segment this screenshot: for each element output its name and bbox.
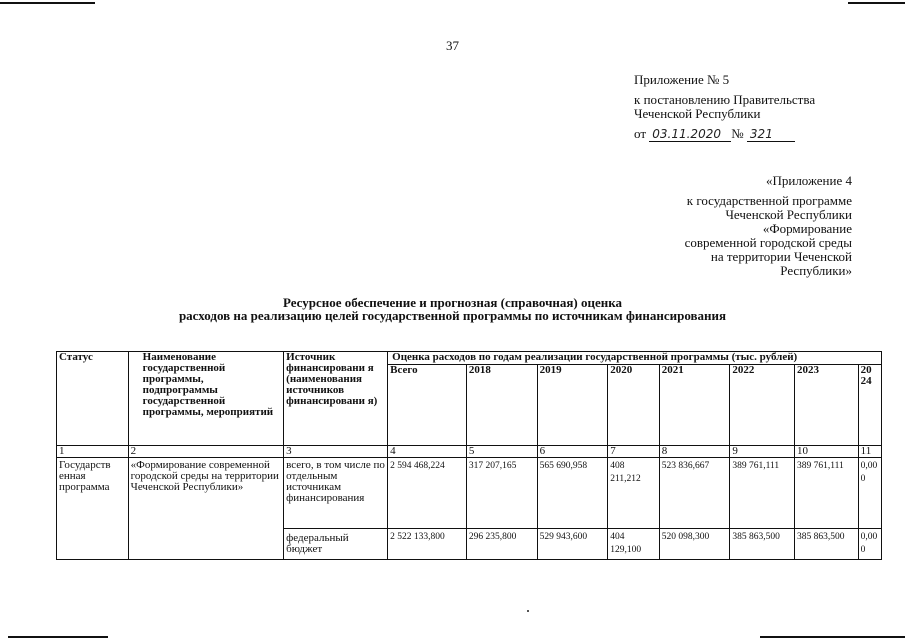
appendix-4-line: «Приложение 4 [765,173,852,188]
title-line-2: расходов на реализацию целей государственной программы по источникам финансирования [178,308,727,323]
appendix-5-line2: к постановлению Правительства [634,92,816,107]
table-row [57,458,882,529]
appendix-4-line: современной городской среды [684,235,852,250]
appendix-4-line: Республики» [780,263,852,278]
column-number: 11 [858,446,881,458]
row-status: Государств енная программа [57,458,129,560]
appendix-5-line3: Чеченской Республики [634,106,761,121]
header-name: Наименование государственной программы, подпрограммы государственной программы, мероприятий [128,352,283,446]
scan-edge-bottom-left [8,636,108,638]
header-year: 2019 [537,365,608,446]
value-cell: 2 522 133,800 [388,529,467,560]
resource-table [56,351,882,560]
appendix-4-line: на территории Чеченской [710,249,852,264]
value-cell: 317 207,165 [466,458,537,529]
value-cell: 2 594 468,224 [388,458,467,529]
page-number: 37 [446,38,459,53]
value-cell: 523 836,667 [659,458,730,529]
handwritten-date: 03.11.2020 [649,128,731,142]
column-number: 7 [608,446,659,458]
scan-edge-top-left [0,2,95,4]
appendix-4-line: «Формирование [762,221,852,236]
title-line-1: Ресурсное обеспечение и прогнозная (справочная) оценка [282,295,623,310]
header-status: Статус [57,352,129,446]
row-source: федеральный бюджет [284,529,388,560]
column-number: 8 [659,446,730,458]
column-number: 2 [128,446,283,458]
handwritten-number: 321 [747,128,795,142]
value-cell: 404 129,100 [608,529,659,560]
scan-edge-bottom-right [760,636,905,638]
header-year: 2020 [608,365,659,446]
value-cell: 408 211,212 [608,458,659,529]
header-year: Всего [388,365,467,446]
value-cell: 385 863,500 [730,529,795,560]
appendix-4-block [685,174,852,278]
header-year: 2022 [730,365,795,446]
column-number: 3 [284,446,388,458]
appendix-5-title: Приложение № 5 [634,72,730,87]
value-cell: 520 098,300 [659,529,730,560]
row-name: «Формирование современной городской среды на территории Чеченской Республики» [128,458,283,560]
header-year: 20 24 [858,365,881,446]
appendix-5-date-line [634,127,815,142]
value-cell: 389 761,111 [795,458,859,529]
header-estimate: Оценка расходов по годам реализации государственной программы (тыс. рублей) [388,352,882,365]
value-cell: 389 761,111 [730,458,795,529]
row-source: всего, в том числе по отдельным источникам финансирования [284,458,388,529]
value-cell: 296 235,800 [466,529,537,560]
column-number: 9 [730,446,795,458]
scan-edge-top-right [848,2,905,4]
header-year: 2021 [659,365,730,446]
column-number: 1 [57,446,129,458]
appendix-4-line: Чеченской Республики [725,207,852,222]
column-number: 10 [795,446,859,458]
column-number: 5 [466,446,537,458]
column-number: 4 [388,446,467,458]
header-year: 2018 [466,365,537,446]
number-label: № [731,126,744,141]
header-source: Источник финансировани я (наименования источников финансировани я) [284,352,388,446]
document-title [0,296,905,322]
value-cell: 0,00 0 [858,529,881,560]
date-prefix: от [634,126,647,141]
value-cell: 529 943,600 [537,529,608,560]
header-year: 2023 [795,365,859,446]
scan-speck [527,610,529,612]
value-cell: 385 863,500 [795,529,859,560]
value-cell: 565 690,958 [537,458,608,529]
appendix-5-block [634,73,815,142]
appendix-4-line: к государственной программе [686,193,852,208]
column-number: 6 [537,446,608,458]
value-cell: 0,00 0 [858,458,881,529]
